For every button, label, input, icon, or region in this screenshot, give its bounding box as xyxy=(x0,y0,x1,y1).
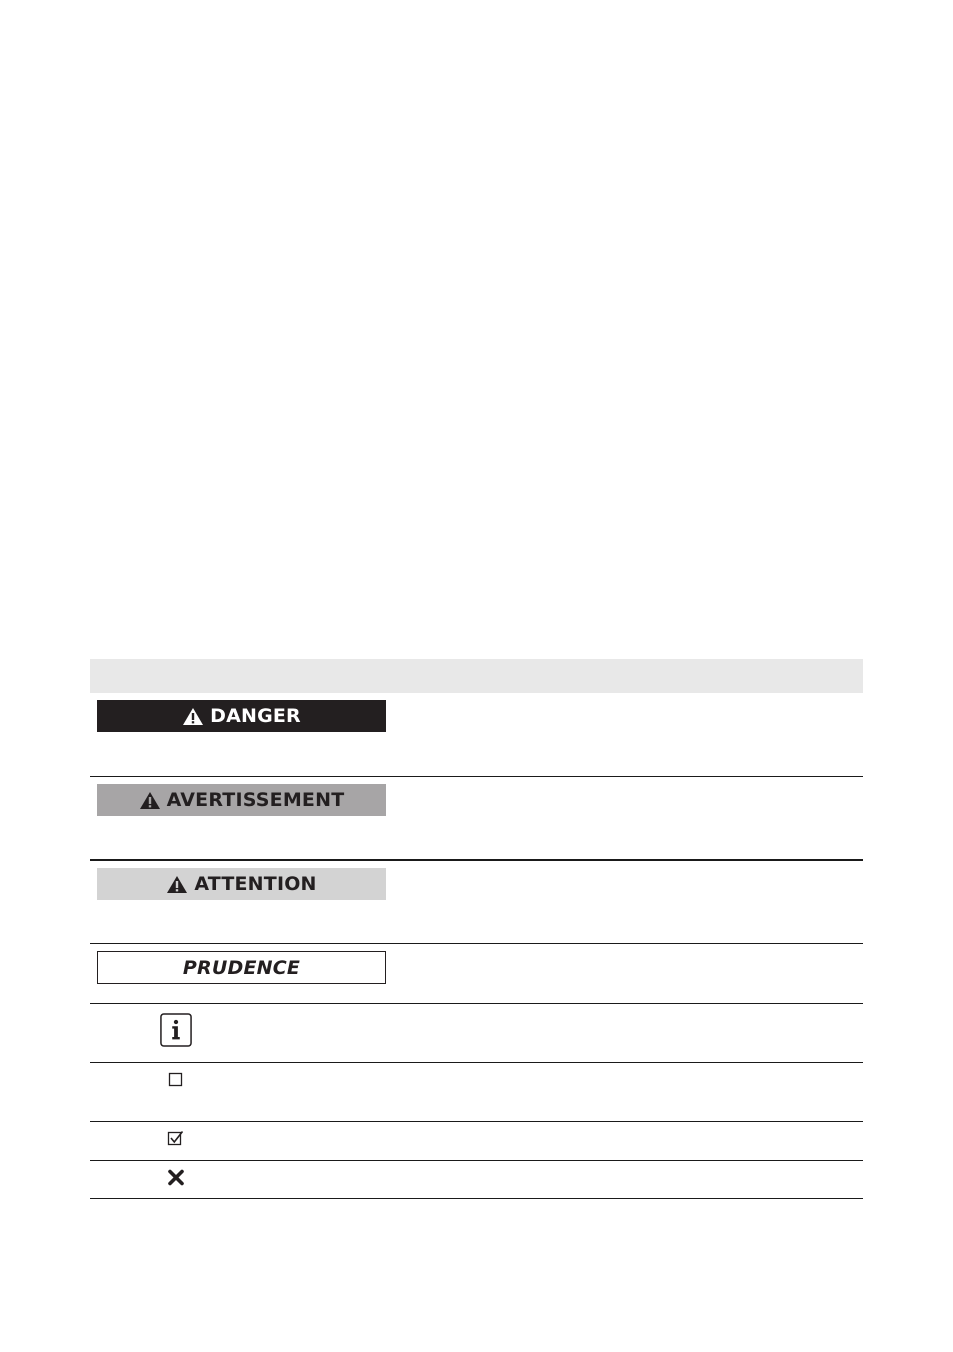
notice-text: PRUDENCE xyxy=(182,956,301,979)
warning-triangle-icon xyxy=(139,791,161,810)
caution-text: ATTENTION xyxy=(194,873,317,895)
table-row-info xyxy=(90,1004,863,1063)
warning-triangle-icon xyxy=(182,707,204,726)
table-row-caution xyxy=(90,861,863,944)
table-header xyxy=(90,659,863,693)
warning-text: AVERTISSEMENT xyxy=(166,789,345,811)
cross-icon xyxy=(160,1169,192,1186)
warning-triangle-icon xyxy=(166,875,188,894)
danger-label xyxy=(97,700,386,732)
danger-text: DANGER xyxy=(210,705,301,727)
table-row-notice xyxy=(90,944,863,1004)
warning-label xyxy=(97,784,386,816)
checkbox-checked-icon xyxy=(160,1130,192,1147)
table-row-danger xyxy=(90,693,863,777)
table-row-desired-result xyxy=(90,1122,863,1161)
symbols-table xyxy=(90,659,863,1199)
table-row-warning xyxy=(90,777,863,861)
table-row-problem xyxy=(90,1161,863,1199)
checkbox-empty-icon xyxy=(160,1072,192,1088)
notice-label xyxy=(97,951,386,984)
table-row-prerequisite xyxy=(90,1063,863,1122)
caution-label xyxy=(97,868,386,900)
info-icon xyxy=(160,1012,192,1048)
